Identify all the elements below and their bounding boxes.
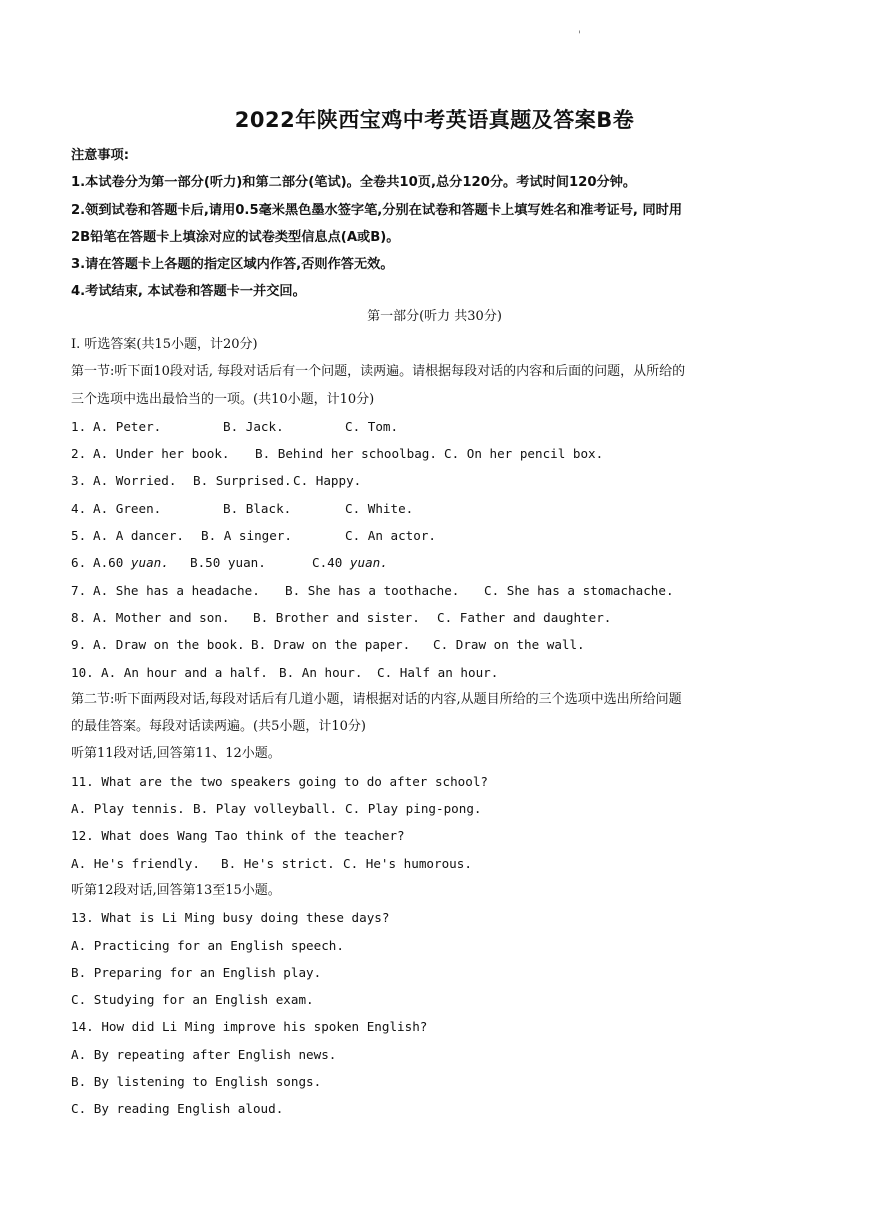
question-stem: 12. What does Wang Tao think of the teacher? (71, 828, 405, 844)
question-1 (71, 413, 811, 440)
section-intro: 第二节:听下面两段对话,每段对话后有几道小题，请根据对话的内容,从题目所给的三个选项中选出所给问题 (71, 691, 682, 707)
question-options (71, 850, 811, 877)
option-c: C. Half an hour. (377, 664, 499, 680)
question-number: 9. (71, 637, 87, 653)
question-4 (71, 495, 811, 522)
question-2 (71, 440, 811, 467)
option-c: C. White. (345, 500, 414, 516)
question-number: 3. (71, 473, 87, 489)
option-a: A. Mother and son. (93, 609, 230, 625)
question-number: 1. (71, 418, 87, 434)
notice-block (71, 142, 806, 306)
option-a: A. By repeating after English news. (71, 1046, 337, 1062)
question-5 (71, 522, 811, 549)
question-options (71, 795, 811, 822)
option-b: B. Brother and sister. (253, 609, 420, 625)
option-b: B. Draw on the paper. (251, 637, 411, 653)
question-stem: 11. What are the two speakers going to do after school? (71, 773, 489, 789)
dialog-instruction: 听第11段对话,回答第11、12小题。 (71, 746, 281, 762)
notice-line: 2.领到试卷和答题卡后,请用0.5毫米黑色墨水签字笔,分别在试卷和答题卡上填写姓名和准考证号, 同时用 (71, 202, 683, 218)
option-b: B. By listening to English songs. (71, 1074, 322, 1090)
header-mark: ' (578, 30, 581, 41)
notice-line: 2B铅笔在答题卡上填涂对应的试卷类型信息点(A或B)。 (71, 229, 400, 245)
option-b: B.50 yuan. (190, 555, 266, 571)
option-b: B. Surprised. (193, 473, 292, 489)
question-6 (71, 549, 811, 576)
notice-line: 4.考试结束, 本试卷和答题卡一并交回。 (71, 284, 306, 300)
section-intro: 第一节:听下面10段对话, 每段对话后有一个问题，读两遍。请根据每段对话的内容和后面的问题，从所给的 (71, 364, 686, 380)
option-c: C. Studying for an English exam. (71, 992, 314, 1008)
page-title: 2022年陕西宝鸡中考英语真题及答案B卷 (234, 108, 635, 132)
option-c: C. Happy. (293, 473, 362, 489)
option-b: B. Jack. (223, 418, 284, 434)
question-10 (71, 659, 811, 686)
option-c: C. Draw on the wall. (433, 637, 585, 653)
option-b: B. A singer. (201, 528, 292, 544)
section-heading: I. 听选答案(共15小题，计20分) (71, 337, 258, 352)
option-b: B. An hour. (279, 664, 363, 680)
part-title: 第一部分(听力 共30分) (367, 309, 502, 324)
question-number: 10. (71, 664, 94, 680)
question-number: 5. (71, 528, 87, 544)
option-a: A. Under her book. (93, 446, 230, 462)
option-a: A. He's friendly. (71, 855, 200, 871)
section-intro: 的最佳答案。每段对话读两遍。(共5小题，计10分) (71, 719, 366, 735)
option-b: B. She has a toothache. (285, 582, 460, 598)
option-a: A. Play tennis. (71, 801, 185, 817)
option-c: C. She has a stomachache. (484, 582, 674, 598)
option-b: B. He's strict. (221, 855, 335, 871)
option-c: C. He's humorous. (343, 855, 472, 871)
notice-line: 1.本试卷分为第一部分(听力)和第二部分(笔试)。全卷共10页,总分120分。考试时间120分钟。 (71, 175, 637, 191)
question-number: 7. (71, 582, 87, 598)
notice-line: 3.请在答题卡上各题的指定区域内作答,否则作答无效。 (71, 257, 394, 273)
exam-body (71, 331, 811, 1123)
option-b: B. Black. (223, 500, 292, 516)
option-c: C. Tom. (345, 418, 399, 434)
notice-heading: 注意事项: (71, 148, 130, 163)
question-stem: 13. What is Li Ming busy doing these days? (71, 910, 390, 926)
option-c: C. Play ping-pong. (345, 801, 482, 817)
question-number: 4. (71, 500, 87, 516)
question-8 (71, 604, 811, 631)
question-3 (71, 467, 811, 494)
question-number: 2. (71, 446, 87, 462)
currency-unit: yuan. (130, 555, 169, 571)
option-a: A. Green. (93, 500, 162, 516)
option-c: C. By reading English aloud. (71, 1101, 284, 1117)
dialog-instruction: 听第12段对话,回答第13至15小题。 (71, 882, 281, 898)
option-b: B. Play volleyball. (193, 801, 338, 817)
option-c: C. Father and daughter. (437, 609, 612, 625)
question-7 (71, 577, 811, 604)
option-a: A. Draw on the book. (93, 637, 245, 653)
question-stem: 14. How did Li Ming improve his spoken English? (71, 1019, 428, 1035)
currency-unit: yuan. (227, 555, 266, 571)
option-a: A. Worried. (93, 473, 177, 489)
option-c: C.40 yuan. (312, 555, 388, 571)
option-c: C. An actor. (345, 528, 436, 544)
option-a: A. Peter. (93, 418, 162, 434)
option-c: C. On her pencil box. (444, 446, 604, 462)
option-b: B. Preparing for an English play. (71, 964, 322, 980)
option-a: A. A dancer. (93, 528, 184, 544)
currency-unit: yuan. (349, 555, 388, 571)
option-a: A. She has a headache. (93, 582, 260, 598)
option-a: A. An hour and a half. (101, 664, 268, 680)
option-a: A. Practicing for an English speech. (71, 937, 344, 953)
option-a: A.60 yuan. (93, 555, 169, 571)
question-number: 8. (71, 609, 87, 625)
question-number: 6. (71, 555, 87, 571)
option-b: B. Behind her schoolbag. (255, 446, 437, 462)
section-intro: 三个选项中选出最恰当的一项。(共10小题，计10分) (71, 391, 375, 407)
question-9 (71, 631, 811, 658)
